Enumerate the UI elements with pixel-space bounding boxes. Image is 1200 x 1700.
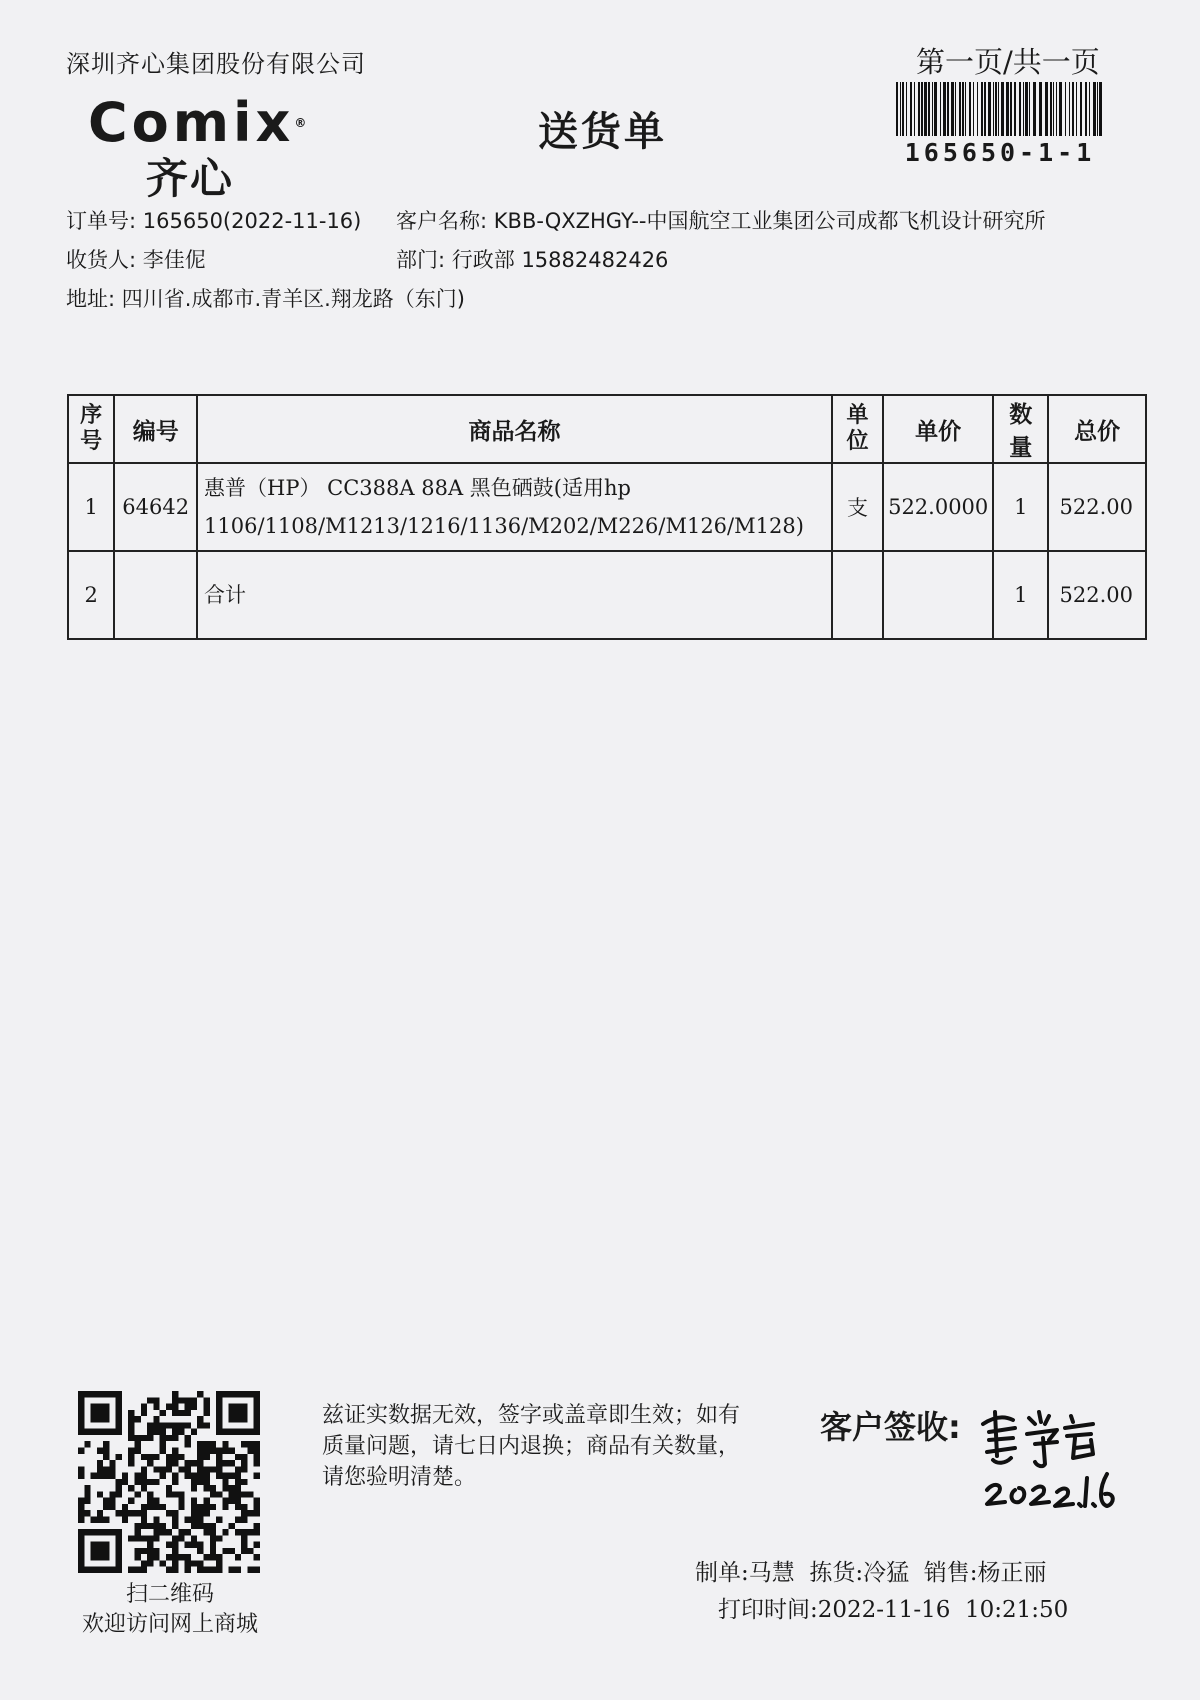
- header-seq: 序 号: [68, 395, 114, 463]
- comix-logo: [88, 91, 318, 203]
- table-row: [68, 463, 1146, 551]
- cell-qty: 1: [993, 463, 1048, 551]
- customer-sign-label: 客户签收:: [820, 1408, 961, 1446]
- order-number: [66, 205, 361, 235]
- header-code: 编号: [114, 395, 197, 463]
- header-total: 总价: [1048, 395, 1146, 463]
- qr-code[interactable]: [78, 1391, 260, 1573]
- barcode: [894, 82, 1106, 136]
- company-name: 深圳齐心集团股份有限公司: [66, 50, 366, 78]
- table-header-row: [68, 395, 1146, 463]
- print-time: 打印时间:2022-11-16 10:21:50: [718, 1597, 1069, 1623]
- cell-name: 合计: [197, 551, 832, 639]
- cell-price: 522.0000: [883, 463, 993, 551]
- document-title: 送货单: [538, 109, 667, 155]
- cell-price: [883, 551, 993, 639]
- header-qty: 数量: [993, 395, 1048, 463]
- address-value: 四川省.成都市.青羊区.翔龙路（东门): [121, 287, 465, 311]
- header-name: 商品名称: [197, 395, 832, 463]
- cell-code: [114, 551, 197, 639]
- department: [396, 244, 668, 274]
- receiver-label: 收货人:: [66, 248, 137, 272]
- cell-unit: 支: [832, 463, 883, 551]
- cell-name: 惠普（HP） CC388A 88A 黑色硒鼓(适用hp 1106/1108/M1213/1216/1136/M202/M226/M126/M128): [197, 463, 832, 551]
- address-label: 地址:: [66, 287, 116, 311]
- qr-caption-line2: 欢迎访问网上商城: [81, 1612, 258, 1637]
- staff-info: 制单:马慧 拣货:冷猛 销售:杨正丽: [695, 1560, 1047, 1586]
- logo-registered-mark: ®: [294, 116, 311, 130]
- logo-text-en: Comix: [88, 91, 295, 154]
- address: [66, 283, 465, 313]
- receiver-value: 李佳伲: [142, 248, 206, 272]
- department-label: 部门:: [396, 248, 446, 272]
- handwritten-signature: [975, 1394, 1125, 1519]
- header-price: 单价: [883, 395, 993, 463]
- customer-name-label: 客户名称:: [396, 209, 488, 233]
- order-number-label: 订单号:: [66, 209, 137, 233]
- qr-caption: [60, 1580, 280, 1640]
- cell-total: 522.00: [1048, 463, 1146, 551]
- cell-seq: 2: [68, 551, 114, 639]
- page-info: 第一页/共一页: [916, 45, 1100, 79]
- customer-name-value: KBB-QXZHGY--中国航空工业集团公司成都飞机设计研究所: [493, 209, 1046, 233]
- customer-name: [396, 205, 1046, 235]
- department-value: 行政部 15882482426: [451, 248, 669, 272]
- cell-unit: [832, 551, 883, 639]
- table-row: [68, 551, 1146, 639]
- receiver: [66, 244, 206, 274]
- cell-seq: 1: [68, 463, 114, 551]
- header-unit: 单 位: [832, 395, 883, 463]
- cell-code: 64642: [114, 463, 197, 551]
- order-number-value: 165650(2022-11-16): [142, 209, 362, 233]
- cell-qty: 1: [993, 551, 1048, 639]
- items-table: [67, 394, 1147, 640]
- cell-total: 522.00: [1048, 551, 1146, 639]
- qr-caption-line1: 扫二维码: [125, 1582, 214, 1607]
- logo-text-cn: 齐心: [146, 154, 235, 203]
- notice-text: 兹证实数据无效，签字或盖章即生效；如有质量问题，请七日内退换；商品有关数量，请您验明清楚。: [322, 1403, 741, 1490]
- barcode-number: 165650-1-1: [904, 138, 1096, 167]
